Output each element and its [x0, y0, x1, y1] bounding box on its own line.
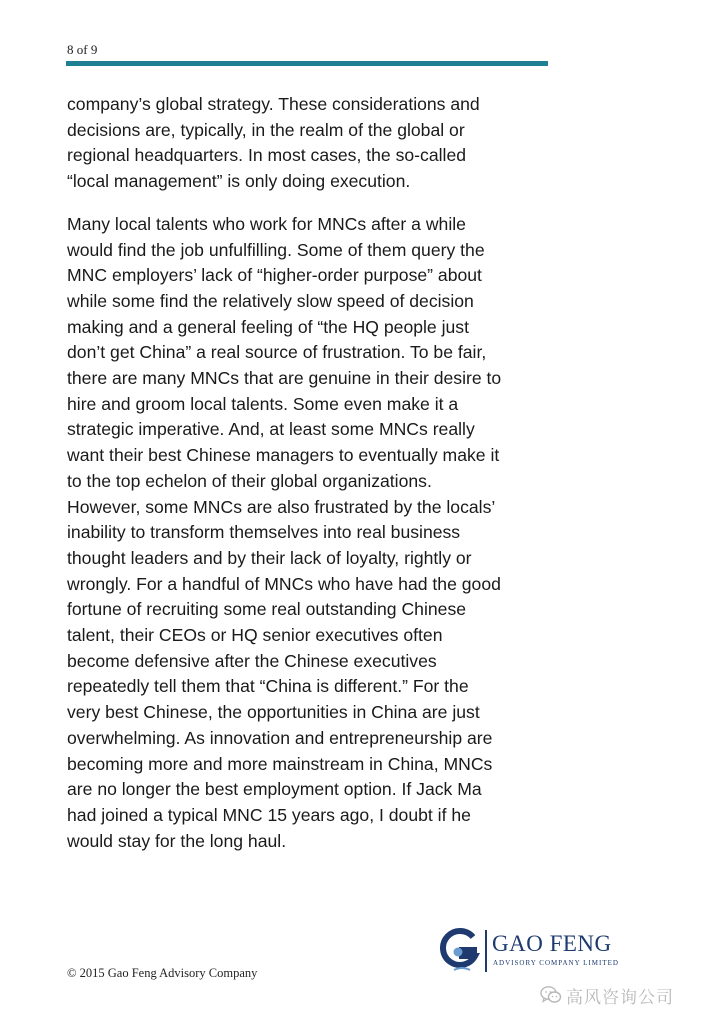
text-line: Many local talents who work for MNCs after a while — [67, 213, 466, 234]
paragraph-1 — [67, 92, 557, 195]
text-line: overwhelming. As innovation and entrepreneurship are — [67, 727, 493, 748]
text-line: become defensive after the Chinese executives — [67, 650, 437, 671]
text-line: making and a general feeling of “the HQ people just — [67, 316, 469, 337]
text-line: “local management” is only doing execution. — [67, 171, 411, 192]
company-logo — [440, 926, 620, 986]
footer-copyright: © 2015 Gao Feng Advisory Company — [67, 966, 258, 980]
paragraph-2 — [67, 212, 557, 855]
gao-feng-logo-icon — [440, 926, 480, 974]
wechat-watermark — [540, 982, 710, 1010]
wechat-icon — [540, 985, 562, 1005]
logo-name: GAO FENG — [492, 931, 612, 956]
text-line: don’t get China” a real source of frustration. To be fair, — [67, 342, 487, 363]
text-line: strategic imperative. And, at least some MNCs really — [67, 419, 475, 440]
watermark-text: 高风咨询公司 — [566, 988, 674, 1008]
text-line: want their best Chinese managers to eventually make it — [67, 445, 500, 466]
header-rule — [66, 61, 548, 66]
text-line: wrongly. For a handful of MNCs who have had the good — [67, 573, 501, 594]
text-line: However, some MNCs are also frustrated by the locals’ — [67, 496, 496, 517]
page-number: 8 of 9 — [67, 42, 98, 57]
text-line: talent, their CEOs or HQ senior executives often — [67, 625, 443, 646]
text-line: repeatedly tell them that “China is different.” For the — [67, 676, 469, 697]
text-line: fortune of recruiting some real outstanding Chinese — [67, 599, 467, 620]
text-line: very best Chinese, the opportunities in China are just — [67, 702, 480, 723]
text-line: becoming more and more mainstream in China, MNCs — [67, 753, 493, 774]
text-line: while some find the relatively slow speed of decision — [67, 290, 474, 311]
text-line: inability to transform themselves into real business — [67, 522, 461, 543]
text-line: would stay for the long haul. — [67, 830, 287, 851]
text-line: thought leaders and by their lack of loyalty, rightly or — [67, 547, 472, 568]
text-line: MNC employers’ lack of “higher-order purpose” about — [67, 265, 482, 286]
text-line: would find the job unfulfilling. Some of them query the — [67, 239, 485, 260]
logo-divider — [485, 930, 487, 972]
text-line: had joined a typical MNC 15 years ago, I doubt if he — [67, 804, 471, 825]
text-line: to the top echelon of their global organizations. — [67, 470, 432, 491]
text-line: there are many MNCs that are genuine in their desire to — [67, 368, 502, 389]
text-line: hire and groom local talents. Some even make it a — [67, 393, 459, 414]
text-line: are no longer the best employment option. If Jack Ma — [67, 779, 482, 800]
body-text — [67, 92, 557, 854]
text-line: regional headquarters. In most cases, the so-called — [67, 145, 467, 166]
logo-subtitle: ADVISORY COMPANY LIMITED — [493, 959, 619, 967]
text-line: company’s global strategy. These considerations and — [67, 94, 480, 114]
text-line: decisions are, typically, in the realm of the global or — [67, 119, 465, 140]
